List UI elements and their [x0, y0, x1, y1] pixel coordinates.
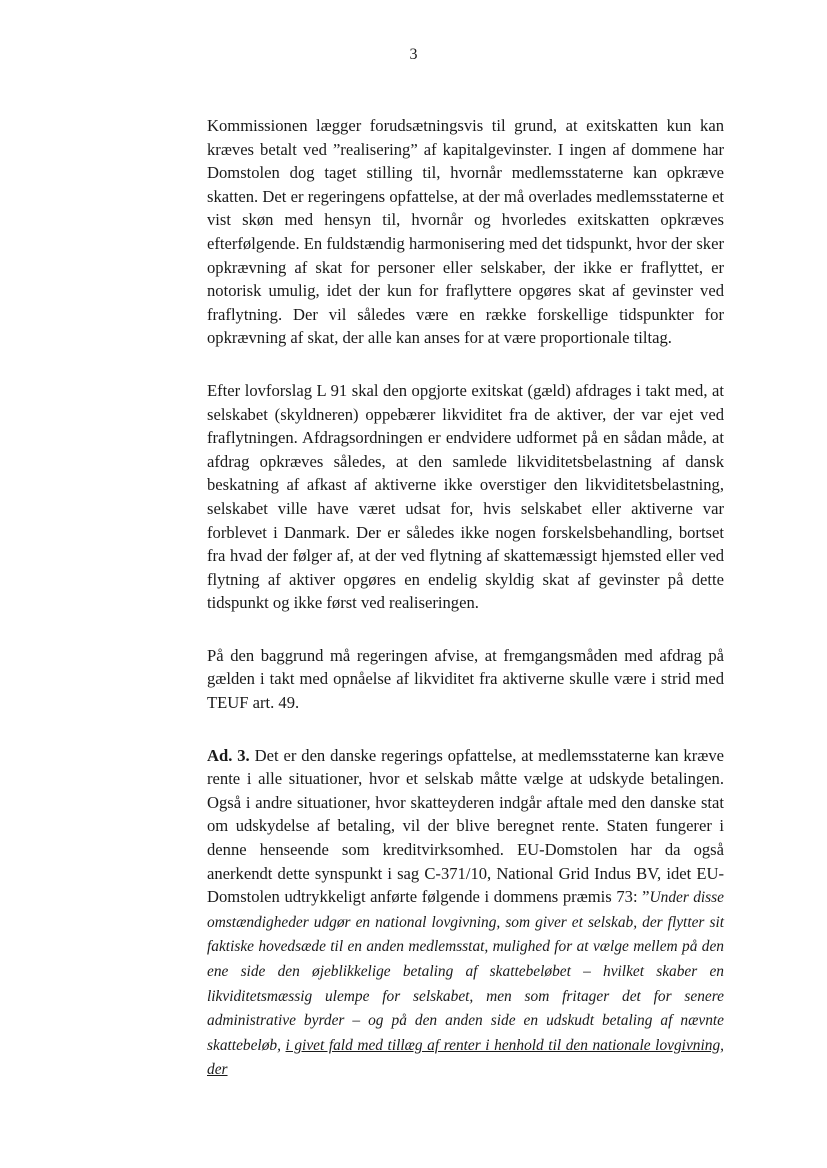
paragraph-ad-3-text: Det er den danske regerings opfattelse, at medlemsstaterne kan kræve rente i alle situationer, hvor et selskab måtte vælge at udskyde betalingen. Også i andre situationer, hvor skatteyderen indgår aftale med den danske stat om udskydelse af betaling, vil der blive beregnet rente. Staten fungerer i denne henseende som kreditvirksomhed. EU-Domstolen har da også anerkendt dette synspunkt i sag C-371/10, National Grid Indus BV, idet EU-Domstolen udtrykkeligt anførte følgende i dommens præmis 73: ” [207, 745, 724, 907]
quoted-premise-73: Under disse omstændigheder udgør en national lovgivning, som giver et selskab, der flytter sit faktiske hovedsæde til en anden medlemsstat, mulighed for at vælge mellem på den ene side den øjeblikkelige betaling af skattebeløbet – hvilket skaber en likviditetsmæssig ulempe for selskabet, men som fritager det for senere administrative byrder – og på den anden side en udskudt betaling af nævnte skattebeløb, [207, 889, 724, 1054]
paragraph-ad-3 [207, 744, 724, 1082]
quoted-premise-73-underlined: i givet fald med tillæg af renter i henhold til den nationale lovgivning, der [207, 1036, 724, 1079]
paragraph-lovforslag-l91: Efter lovforslag L 91 skal den opgjorte exitskat (gæld) afdrages i takt med, at selskabet (skyldneren) oppebærer likviditet fra de aktiver, der var ejet ved fraflytningen. Afdragsordningen er endvidere udformet på en sådan måde, at afdrag opkræves således, at den samlede likviditetsbelastning af dansk beskatning af afkast af aktiverne ikke overstiger den likviditetsbelastning, selskabet ville have været udsat for, hvis selskabet eller aktiverne var forblevet i Danmark. Der er således ikke nogen forskelsbehandling, bortset fra hvad der følger af, at der ved flytning af skattemæssigt hjemsted eller ved flytning af aktiver opgøres en endelig skyldig skat af gevinster på dette tidspunkt og ikke først ved realiseringen. [207, 380, 724, 613]
section-heading-ad-3: Ad. 3. [207, 745, 250, 765]
document-body [207, 114, 724, 1111]
paragraph-exitskat-realisering: Kommissionen lægger forudsætningsvis til grund, at exitskatten kun kan kræves betalt ved ”realisering” af kapitalgevinster. I ingen af dommene har Domstolen dog taget stilling til, hvornår medlemsstaterne kan opkræve skatten. Det er regeringens opfattelse, at der må overlades medlemsstaterne et vist skøn med hensyn til, hvornår og hvorledes exitskatten opkræves efterfølgende. En fuldstændig harmonisering med det tidspunkt, hvor der sker opkrævning af skat for personer eller selskaber, der ikke er fraflyttet, er notorisk umulig, idet der kun for fraflyttere opgøres skat af gevinster ved fraflytning. Der vil således være en række forskellige tidspunkter for opkrævning af skat, der alle kan anses for at være proportionale tiltag. [207, 116, 724, 348]
paragraph-baggrund: På den baggrund må regeringen afvise, at fremgangsmåden med afdrag på gælden i takt med opnåelse af likviditet fra aktiverne skulle være i strid med TEUF art. 49. [207, 645, 724, 713]
page-number: 3 [409, 46, 418, 63]
